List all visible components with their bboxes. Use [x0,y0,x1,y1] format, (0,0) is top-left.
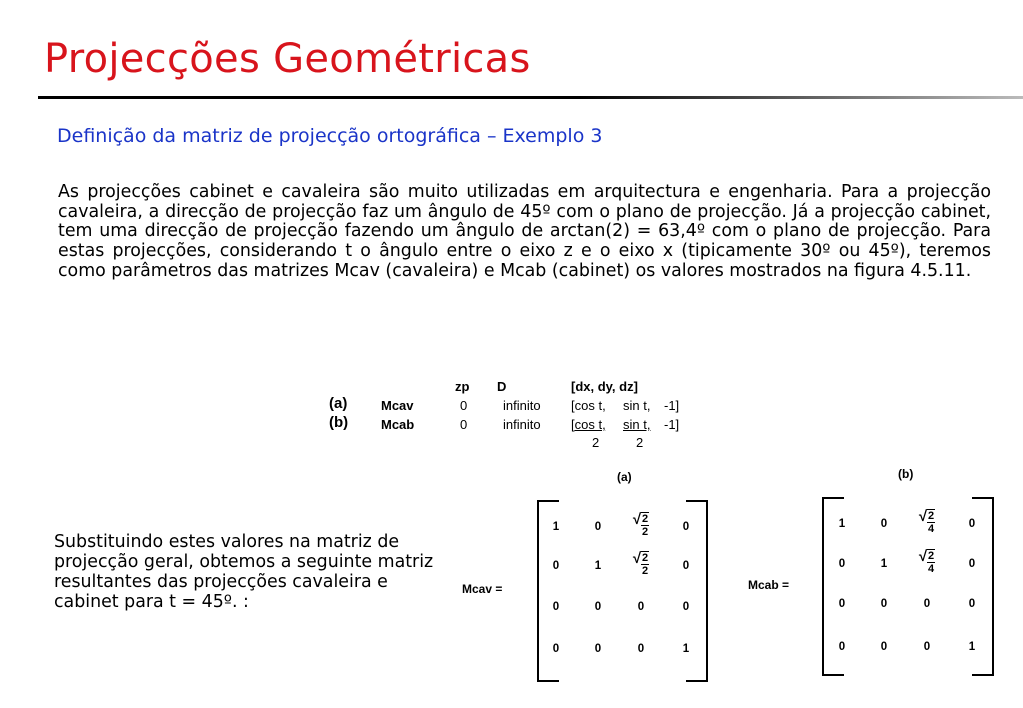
matrix-a-cell: 0 [637,601,645,613]
matrix-a-caption: (a) [617,470,632,484]
matrix-a-cell: 0 [594,643,602,655]
sqrt-denominator: 4 [928,563,935,575]
matrix-a-cell: 0 [552,560,560,572]
row-b-den-sin: 2 [636,435,644,450]
matrix-b-cell: 0 [838,641,846,653]
sqrt-numerator: 2 [928,510,935,522]
sqrt-denominator: 4 [928,523,935,535]
matrix-a-cell: 0 [637,643,645,655]
row-a-v-end: -1] [664,398,680,413]
header-zp: zp [455,379,470,394]
row-a-v-open: [cos t, [571,398,606,413]
row-b-v-mid: sin t, [623,417,651,432]
matrix-b-cell: √ $\frac{2}{4}$ [918,548,935,575]
matrix-a-cell: 0 [682,521,690,533]
matrix-a-cell: 1 [594,560,602,572]
matrix-b-label: Mcab = [748,578,790,592]
header-dxyz: [dx, dy, dz] [571,379,638,394]
matrix-a-cell: 0 [682,601,690,613]
matrix-b-cell: 0 [923,598,931,610]
matrix-b-cell: 0 [923,641,931,653]
sqrt-denominator: 2 [642,526,649,538]
matrix-a-cell: 1 [682,643,690,655]
matrix-a-cell: 0 [594,601,602,613]
matrix-b-cell: 0 [968,518,976,530]
matrix-b-cell: 1 [968,641,976,653]
sqrt-denominator: 2 [642,565,649,577]
row-b-v-open: [cos t, [571,417,606,432]
row-a-zp: 0 [460,398,468,413]
matrix-a-cell: √ $\frac{2}{2}$ [632,550,649,577]
matrix-b-cell: 0 [838,558,846,570]
matrix-a-cell: 0 [682,560,690,572]
matrix-a-cell: 0 [552,601,560,613]
row-a-name: Mcav [381,398,414,413]
row-b-d: infinito [503,417,541,432]
matrix-b-cell: 0 [968,598,976,610]
sqrt-numerator: 2 [642,513,649,525]
matrix-b-cell: 0 [880,518,888,530]
page-title: Projecções Geométricas [44,36,531,82]
row-a-v-mid: sin t, [623,398,651,413]
header-d: D [497,379,507,394]
matrix-b-cell: 0 [880,598,888,610]
matrix-b-caption: (b) [898,467,914,481]
matrix-a-cell: √ $\frac{2}{2}$ [632,511,649,538]
intro-paragraph: As projecções cabinet e cavaleira são muito utilizadas em arquitectura e engenharia. Para a projecção cavaleira, a direcção de projecção faz um ângulo de 45º com o plano de projecção. Já a projecção cabinet, tem uma direcção de projecção fazendo um ângulo de arctan(2) = 63,4º com o plano de projecção. Para estas projecções, considerando t o ângulo entre o eixo z e o eixo x (tipicamente 30º ou 45º), teremos como parâmetros das matrizes Mcav (cavaleira) e Mcab (cabinet) os valores mostrados na figura 4.5.11. [58,182,991,281]
matrix-b-cell: 0 [838,598,846,610]
matrix-a-cell: 0 [552,643,560,655]
matrix-a-cell: 0 [594,521,602,533]
row-b-zp: 0 [460,417,468,432]
matrix-b-cell: 0 [880,641,888,653]
matrix-b-cell: 1 [880,558,888,570]
title-underline [38,96,1023,99]
row-b-name: Mcab [381,417,415,432]
row-b-den-cos: 2 [592,435,600,450]
matrix-b-cell: √ $\frac{2}{4}$ [918,508,935,535]
matrix-b-cell: 1 [838,518,846,530]
sqrt-numerator: 2 [928,550,935,562]
row-a-label: (a) [329,395,348,412]
matrix-a-label: Mcav = [462,582,503,596]
side-paragraph: Substituindo estes valores na matriz de projecção geral, obtemos a seguinte matriz resultantes das projecções cavaleira e cabinet para t = 45º. : [54,532,434,612]
matrix-b-cell: 0 [968,558,976,570]
section-subtitle: Definição da matriz de projecção ortográfica – Exemplo 3 [57,125,603,147]
row-a-d: infinito [503,398,541,413]
row-b-label: (b) [329,414,349,431]
row-b-v-end: -1] [664,417,680,432]
sqrt-numerator: 2 [642,552,649,564]
matrix-a-cell: 1 [552,521,560,533]
